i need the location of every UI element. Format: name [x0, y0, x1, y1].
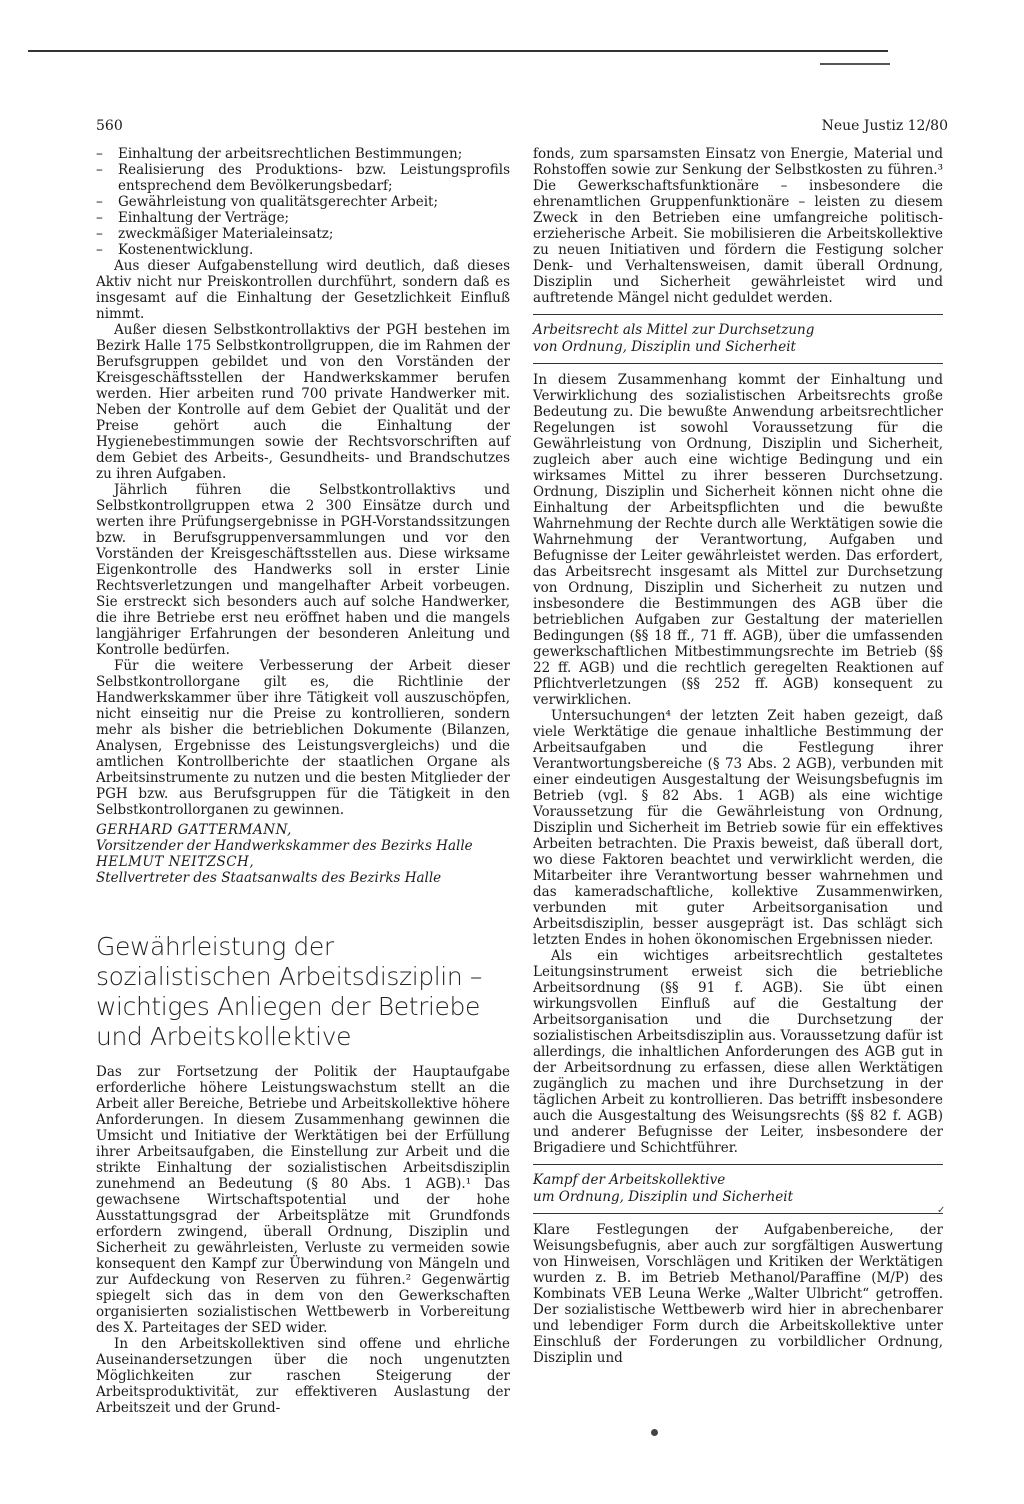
journal-issue: Neue Justiz 12/80: [821, 118, 948, 134]
paragraph: Das zur Fortsetzung der Politik der Hauptaufgabe erforderliche höhere Leistungswachstum stellt an die Arbeit aller Bereiche, Betriebe und Arbeitskollektive höhere Anforderungen. In diesem Zusammenhang gewinnen die Umsicht und Initiative der Werktätigen bei der Erfüllung ihrer Arbeitsaufgaben, die Einstellung zur Arbeit und die strikte Einhaltung der sozialistischen Arbeitsdisziplin zunehmend an Bedeutung (§ 80 Abs. 1 AGB).¹ Das gewachsene Wirtschaftspotential und der hohe Ausstattungsgrad der Arbeitsplätze mit Grundfonds erfordern zwingend, überall Ordnung, Disziplin und Sicherheit zu gewährleisten, Verluste zu vermeiden sowie konsequent den Kampf zur Überwindung von Mängeln und zur Aufdeckung von Reserven zu führen.² Gegenwärtig spiegelt sich das in dem von den Gewerkschaften organisierten sozialistischen Wettbewerb in Vorbereitung des X. Parteitages der SED wider.: [96, 1064, 510, 1336]
subheading-line: Kampf der Arbeitskollektive: [533, 1172, 726, 1188]
list-item: – Kostenentwicklung.: [96, 242, 254, 258]
list-item: – Einhaltung der arbeitsrechtlichen Bestimmungen;: [96, 146, 463, 162]
paragraph: Für die weitere Verbesserung der Arbeit dieser Selbstkontrollorgane gilt es, die Richtlinie der Handwerkskammer über ihre Tätigkeit voll auszuschöpfen, nicht einseitig nur die Preise zu kontrollieren, sondern mehr als bisher die betrieblichen Dokumente (Bilanzen, Analysen, Ergebnisse des Leistungsvergleichs) und die amtlichen Kontrollberichte der staatlichen Organe als Arbeitsinstrumente zu nutzen und die besten Mitglieder der PGH bzw. aus Berufsgruppen für die Tätigkeit in den Selbstkontrollorganen zu gewinnen.: [96, 658, 510, 818]
paragraph: Jährlich führen die Selbstkontrollaktivs und Selbstkontrollgruppen etwa 2 300 Einsätze durch und werten ihre Prüfungsergebnisse in PGH-Vorstandssitzungen bzw. in Berufsgruppenversammlungen und vor den Vorständen der Kreisgeschäftsstellen aus. Diese wirksame Eigenkontrolle des Handwerks soll in erster Linie Rechtsverletzungen und mangelhafter Arbeit vorbeugen. Sie erstreckt sich besonders auch auf solche Handwerker, die ihre Betriebe erst neu eröffnet haben und die mangels langjähriger Erfahrungen der besonderen Anleitung und Kontrolle bedürfen.: [96, 482, 510, 658]
subheading: [533, 315, 943, 363]
page-number: 560: [96, 118, 123, 134]
article-body-left: [96, 1064, 510, 1416]
print-dot: [651, 1429, 658, 1436]
list-item-text: Einhaltung der arbeitsrechtlichen Bestimmungen;: [118, 146, 463, 162]
list-item: – Einhaltung der Verträge;: [96, 210, 290, 226]
list-item-text: Kostenentwicklung.: [118, 242, 254, 258]
bullet-list: [96, 146, 510, 258]
list-item: – Realisierung des Produktions- bzw. Leistungsprofils entsprechend dem Bevölkerungsbedarf;: [96, 162, 510, 194]
top-rule-tail: [820, 63, 890, 65]
author-name: HELMUT NEITZSCH,: [96, 854, 255, 870]
paragraph: In den Arbeitskollektiven sind offene und ehrliche Auseinandersetzungen über die noch ungenutzten Möglichkeiten zur raschen Steigerung der Arbeitsproduktivität, zur effektiveren Auslastung der Arbeitszeit und der Grund-: [96, 1336, 510, 1416]
top-rule: [28, 50, 888, 52]
right-column: [533, 146, 946, 1366]
list-item-text: zweckmäßiger Materialeinsatz;: [118, 226, 334, 242]
subheading-line: von Ordnung, Disziplin und Sicherheit: [533, 339, 796, 355]
paragraph: Untersuchungen⁴ der letzten Zeit haben gezeigt, daß viele Werktätige die genaue inhaltliche Bestimmung der Arbeitsaufgaben und die Festlegung ihrer Verantwortungsbereiche (§ 73 Abs. 2 AGB), verbunden mit einer eindeutigen Ausgestaltung der Weisungsbefugnis im Betrieb (vgl. § 82 Abs. 1 AGB) als eine wichtige Voraussetzung für die Gewährleistung von Ordnung, Disziplin und Sicherheit im Betrieb sowie für ein effektives Arbeiten betrachten. Die Praxis beweist, daß überall dort, wo diese Faktoren beachtet und verwirklicht werden, die Mitarbeiter ihre Verantwortung besser wahrnehmen und das kameradschaftliche, kollektive Zusammenwirken, verbunden mit guter Arbeitsorganisation und Arbeitsdisziplin, besser ausgeprägt ist. Das schlägt sich letzten Endes in hohen ökonomischen Ergebnissen nieder.: [533, 708, 943, 948]
article-title: Gewährleistung der sozialistischen Arbeitsdisziplin – wichtiges Anliegen der Betriebe und Arbeitskollektive: [96, 932, 482, 1051]
list-item: – zweckmäßiger Materialeinsatz;: [96, 226, 334, 242]
list-item-text: Einhaltung der Verträge;: [118, 210, 290, 226]
author-role: Vorsitzender der Handwerkskammer des Bezirks Halle: [96, 838, 473, 854]
subheading-line: Arbeitsrecht als Mittel zur Durchsetzung: [533, 322, 815, 338]
paragraph: In diesem Zusammenhang kommt der Einhaltung und Verwirklichung des sozialistischen Arbeitsrechts große Bedeutung zu. Die bewußte Anwendung arbeitsrechtlicher Regelungen ist sowohl Voraussetzung für die Gewährleistung von Ordnung, Disziplin und Sicherheit, zugleich aber auch eine wichtige Bedingung und ein wirksames Mittel zu ihrer besseren Durchsetzung. Ordnung, Disziplin und Sicherheit können nicht ohne die Einhaltung der Arbeitspflichten und die bewußte Wahrnehmung der Rechte durch alle Werktätigen sowie die Wahrnehmung der Verantwortung, Aufgaben und Befugnisse der Leiter gewährleistet werden. Das erfordert, das Arbeitsrecht insgesamt als Mittel zur Durchsetzung von Ordnung, Disziplin und Sicherheit zu nutzen und insbesondere die Bestimmungen des AGB über die betrieblichen Aufgaben zur Gestaltung der materiellen Bedingungen (§§ 18 ff., 71 ff. AGB), über die umfassenden gewerkschaftlichen Mitbestimmungsrechte im Betrieb (§§ 22 ff. AGB) und die rechtlich geregelten Reaktionen auf Pflichtverletzungen (§§ 252 ff. AGB) konsequent zu verwirklichen.: [533, 372, 943, 708]
subheading: [533, 1165, 943, 1213]
left-column: [96, 146, 510, 886]
paragraph: fonds, zum sparsamsten Einsatz von Energie, Material und Rohstoffen sowie zur Senkung der Selbstkosten zu führen.³ Die Gewerkschaftsfunktionäre – insbesondere die ehrenamtlichen Gruppenfunktionäre – leisten zu diesem Zweck in den Betrieben eine umfangreiche politisch-erzieherische Arbeit. Sie mobilisieren die Arbeitskollektive zu neuen Initiativen und fördern die Festigung solcher Denk- und Verhaltensweisen, damit überall Ordnung, Disziplin und Sicherheit gewährleistet wird und auftretende Mängel nicht geduldet werden.: [533, 146, 943, 306]
paragraph: Außer diesen Selbstkontrollaktivs der PGH bestehen im Bezirk Halle 175 Selbstkontrollgruppen, die im Rahmen der Berufsgruppen gebildet und von den Vorständen der Kreisgeschäftsstellen der Handwerkskammer berufen werden. Hier arbeiten rund 700 private Handwerker mit. Neben der Kontrolle auf dem Gebiet der Qualität und der Preise gehört auch die Einhaltung der Hygienebestimmungen sowie der Rechtsvorschriften auf dem Gebiet des Arbeits-, Gesundheits- und Brandschutzes zu ihren Aufgaben.: [96, 322, 510, 482]
print-speck: ✓: [937, 1205, 946, 1216]
list-item-text: Gewährleistung von qualitätsgerechter Arbeit;: [118, 194, 439, 210]
subheading-line: um Ordnung, Disziplin und Sicherheit: [533, 1189, 794, 1205]
author-role: Stellvertreter des Staatsanwalts des Bezirks Halle: [96, 870, 442, 886]
paragraph: Aus dieser Aufgabenstellung wird deutlich, daß dieses Aktiv nicht nur Preiskontrollen durchführt, sondern daß es insgesamt auf die Einhaltung der Gesetzlichkeit Einfluß nimmt.: [96, 258, 510, 322]
paragraph: Klare Festlegungen der Aufgabenbereiche, der Weisungsbefugnis, aber auch zur sorgfältigen Auswertung von Hinweisen, Vorschlägen und Kritiken der Werktätigen wurden z. B. im Betrieb Methanol/Paraffine (M/P) des Kombinats VEB Leuna Werke „Walter Ulbricht“ getroffen. Der sozialistische Wettbewerb wird hier in abrechenbarer und lebendiger Form durch die Arbeitskollektive unter Einschluß der Forderungen zu vorbildlicher Ordnung, Disziplin und: [533, 1222, 943, 1366]
list-item: – Gewährleistung von qualitätsgerechter Arbeit;: [96, 194, 439, 210]
author-name: GERHARD GATTERMANN,: [96, 822, 292, 838]
paragraph: Als ein wichtiges arbeitsrechtlich gestaltetes Leitungsinstrument erweist sich die betriebliche Arbeitsordnung (§§ 91 f. AGB). Sie übt einen wirkungsvollen Einfluß auf die Gestaltung der Arbeitsorganisation und die Durchsetzung der sozialistischen Arbeitsdisziplin aus. Voraussetzung dafür ist allerdings, die inhaltlichen Anforderungen des AGB gut in der Arbeitsordnung zu erfassen, diese allen Werktätigen zugänglich zu machen und ihre Durchsetzung in der täglichen Arbeit zu kontrollieren. Das betrifft insbesondere auch die Ausgestaltung des Weisungsrechts (§§ 82 f. AGB) und anderer Befugnisse der Leiter, insbesondere der Brigadiere und Schichtführer.: [533, 948, 943, 1156]
list-item-text: Realisierung des Produktions- bzw. Leistungsprofils entsprechend dem Bevölkerungsbedarf;: [118, 162, 510, 194]
